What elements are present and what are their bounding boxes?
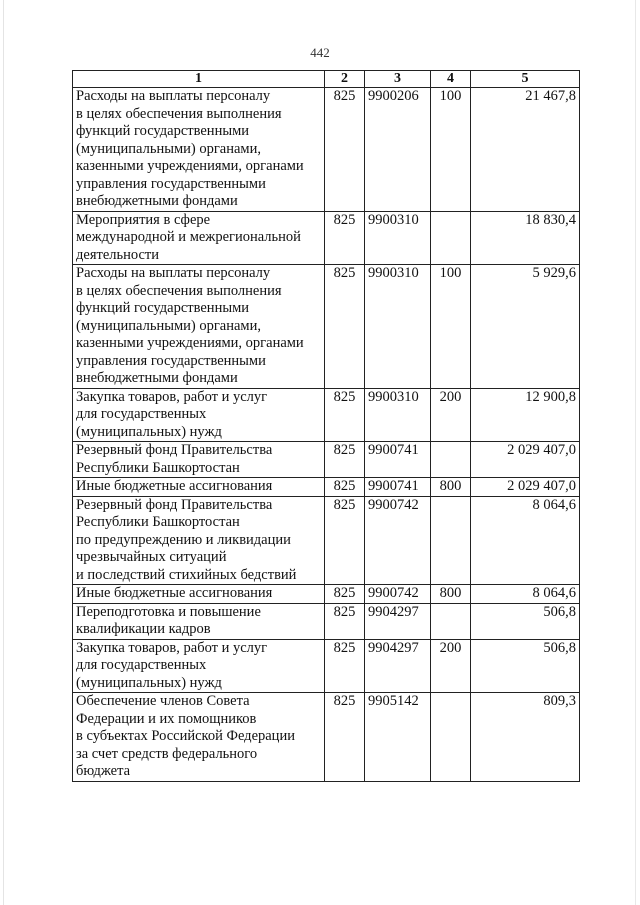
row-article-code: 9900310: [365, 211, 431, 265]
row-expense-type: 100: [431, 265, 471, 389]
row-article-code: 9904297: [365, 639, 431, 693]
row-article-code: 9900310: [365, 265, 431, 389]
row-article-code: 9900741: [365, 442, 431, 478]
row-expense-type: 200: [431, 639, 471, 693]
row-article-code: 9900310: [365, 388, 431, 442]
row-amount: 12 900,8: [471, 388, 580, 442]
row-expense-type: 800: [431, 585, 471, 604]
row-ministry-code: 825: [325, 603, 365, 639]
row-amount: 506,8: [471, 639, 580, 693]
row-ministry-code: 825: [325, 265, 365, 389]
table-row: [73, 639, 580, 693]
row-amount: 809,3: [471, 693, 580, 782]
table-row: [73, 496, 580, 585]
row-ministry-code: 825: [325, 88, 365, 212]
header-col-5: 5: [471, 71, 580, 88]
table-body: [73, 88, 580, 782]
table-row: [73, 442, 580, 478]
row-article-code: 9904297: [365, 603, 431, 639]
row-expense-type: 800: [431, 478, 471, 497]
row-ministry-code: 825: [325, 388, 365, 442]
budget-table: [72, 70, 580, 782]
row-amount: 2 029 407,0: [471, 478, 580, 497]
table-row: [73, 211, 580, 265]
scan-edge-left: [3, 0, 4, 905]
row-expense-type: 200: [431, 388, 471, 442]
table-row: [73, 388, 580, 442]
row-ministry-code: 825: [325, 211, 365, 265]
row-name: Мероприятия в сфере международной и межрегиональной деятельности: [73, 211, 325, 265]
row-amount: 5 929,6: [471, 265, 580, 389]
row-expense-type: [431, 442, 471, 478]
table-row: [73, 478, 580, 497]
row-ministry-code: 825: [325, 478, 365, 497]
row-expense-type: 100: [431, 88, 471, 212]
row-expense-type: [431, 496, 471, 585]
row-article-code: 9900742: [365, 496, 431, 585]
header-col-1: 1: [73, 71, 325, 88]
header-col-3: 3: [365, 71, 431, 88]
row-article-code: 9905142: [365, 693, 431, 782]
row-expense-type: [431, 211, 471, 265]
header-row: [73, 71, 580, 88]
row-ministry-code: 825: [325, 442, 365, 478]
row-name: Переподготовка и повышение квалификации кадров: [73, 603, 325, 639]
row-article-code: 9900741: [365, 478, 431, 497]
row-amount: 8 064,6: [471, 496, 580, 585]
page-number: 442: [310, 45, 330, 60]
row-amount: 18 830,4: [471, 211, 580, 265]
row-name: Резервный фонд Правительства Республики Башкортостан по предупреждению и ликвидации чрезвычайных ситуаций и последствий стихийных бедствий: [73, 496, 325, 585]
header-col-4: 4: [431, 71, 471, 88]
row-expense-type: [431, 693, 471, 782]
row-amount: 506,8: [471, 603, 580, 639]
row-article-code: 9900206: [365, 88, 431, 212]
table-row: [73, 603, 580, 639]
row-amount: 2 029 407,0: [471, 442, 580, 478]
row-name: Расходы на выплаты персоналу в целях обеспечения выполнения функций государственными (муниципальными) органами, казенными учреждениями, органами управления государственными внебюджетными фондами: [73, 265, 325, 389]
row-name: Иные бюджетные ассигнования: [73, 478, 325, 497]
row-name: Закупка товаров, работ и услуг для государственных (муниципальных) нужд: [73, 639, 325, 693]
row-expense-type: [431, 603, 471, 639]
scan-edge-right: [635, 0, 636, 905]
row-amount: 8 064,6: [471, 585, 580, 604]
table-row: [73, 88, 580, 212]
row-ministry-code: 825: [325, 639, 365, 693]
row-name: Резервный фонд Правительства Республики Башкортостан: [73, 442, 325, 478]
row-name: Закупка товаров, работ и услуг для государственных (муниципальных) нужд: [73, 388, 325, 442]
row-ministry-code: 825: [325, 693, 365, 782]
header-col-2: 2: [325, 71, 365, 88]
row-name: Иные бюджетные ассигнования: [73, 585, 325, 604]
table-row: [73, 693, 580, 782]
row-name: Обеспечение членов Совета Федерации и их помощников в субъектах Российской Федерации за счет средств федерального бюджета: [73, 693, 325, 782]
table-row: [73, 585, 580, 604]
table-row: [73, 265, 580, 389]
row-name: Расходы на выплаты персоналу в целях обеспечения выполнения функций государственными (муниципальными) органами, казенными учреждениями, органами управления государственными внебюджетными фондами: [73, 88, 325, 212]
row-amount: 21 467,8: [471, 88, 580, 212]
row-ministry-code: 825: [325, 496, 365, 585]
row-ministry-code: 825: [325, 585, 365, 604]
row-article-code: 9900742: [365, 585, 431, 604]
